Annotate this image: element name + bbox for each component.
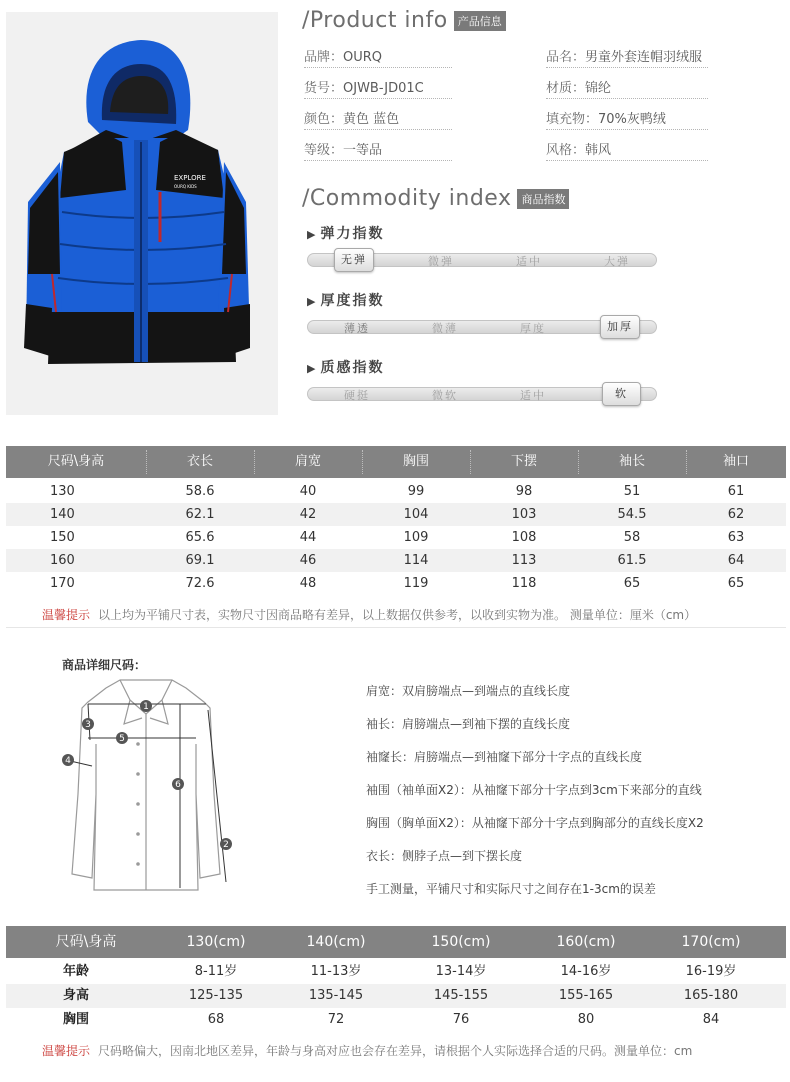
product-info-title-en: /Product info (302, 8, 448, 33)
table-cell: 99 (407, 484, 425, 499)
elasticity-slider (307, 253, 657, 267)
info-filling: 填充物：70%灰鸭绒 (546, 108, 708, 130)
table-cell: 165-180 (683, 988, 739, 1003)
product-info-title (302, 8, 506, 33)
table-cell: 14-16岁 (560, 964, 612, 979)
info-grade: 等级：一等品 (304, 139, 452, 161)
age-table-header-cell: 170(cm) (681, 934, 741, 950)
table-cell: 16-19岁 (685, 964, 737, 979)
table-cell: 51 (623, 484, 641, 499)
thickness-slider (307, 320, 657, 334)
table-cell: 62 (727, 507, 745, 522)
marker-3: 3 (85, 720, 91, 730)
table-cell: 72.6 (185, 576, 215, 591)
table-cell: 65 (727, 576, 745, 591)
table-cell: 62.1 (185, 507, 215, 522)
detail-size-title: 商品详细尺码： (62, 658, 147, 672)
texture-index-label: ▶ 质感指数 (307, 360, 385, 376)
table-row (6, 480, 786, 503)
age-table-header-cell: 160(cm) (556, 934, 616, 950)
texture-option: 硬挺 (344, 389, 370, 402)
size-table-header (6, 446, 786, 478)
table-cell: 72 (327, 1012, 345, 1027)
age-table-header-cell: 尺码\身高 (55, 934, 117, 950)
info-item-number: 货号：OJWB-JD01C (304, 77, 452, 99)
chest-logo-sub: OURQ KIDS (174, 184, 197, 189)
measurement-armhole: 袖窿长：肩膀端点—到袖窿下部分十字点的直线长度 (366, 750, 643, 764)
commodity-index-title (302, 186, 569, 211)
product-info-badge: 产品信息 (454, 11, 506, 31)
texture-selected: 软 (602, 382, 641, 406)
table-cell: 113 (511, 553, 537, 568)
table-cell: 46 (299, 553, 317, 568)
table-cell: 125-135 (188, 988, 244, 1003)
marker-6: 6 (175, 780, 181, 790)
measurement-note: 手工测量，平铺尺寸和实际尺寸之间存在1-3cm的误差 (366, 882, 656, 896)
table-cell: 84 (702, 1012, 720, 1027)
elasticity-option: 大弹 (604, 255, 630, 268)
size-table-header-cell: 袖长 (618, 454, 645, 469)
measurement-sleeve: 袖长：肩膀端点—到袖下摆的直线长度 (366, 717, 571, 731)
size-table-header-cell: 肩宽 (294, 454, 321, 469)
info-color: 颜色：黄色 蓝色 (304, 108, 452, 130)
size-table-header-cell: 下摆 (510, 454, 537, 469)
table-cell: 65 (623, 576, 641, 591)
table-cell: 135-145 (308, 988, 364, 1003)
elasticity-option: 微弹 (428, 255, 454, 268)
table-cell: 109 (403, 530, 429, 545)
texture-option: 适中 (520, 389, 546, 402)
age-table-header (6, 926, 786, 958)
table-cell: 48 (299, 576, 317, 591)
table-cell: 8-11岁 (194, 964, 238, 979)
size-table-header-cell: 尺码\身高 (47, 454, 105, 469)
tip-label: 温馨提示 (42, 1044, 91, 1058)
table-row (6, 984, 786, 1008)
measurement-length: 衣长：侧脖子点—到下摆长度 (366, 849, 523, 863)
texture-slider (307, 387, 657, 401)
triangle-right-icon: ▶ (307, 362, 318, 375)
info-brand: 品牌：OURQ (304, 46, 452, 68)
table-cell: 64 (727, 553, 745, 568)
jacket-image (6, 12, 278, 415)
triangle-right-icon: ▶ (307, 228, 318, 241)
table-cell: 98 (515, 484, 533, 499)
row-label: 身高 (62, 988, 89, 1003)
table-cell: 61 (727, 484, 745, 499)
tip-note-2 (6, 1038, 786, 1064)
chest-logo: EXPLORE (174, 174, 206, 182)
age-table-header-cell: 140(cm) (306, 934, 366, 950)
table-cell: 145-155 (433, 988, 489, 1003)
table-cell: 40 (299, 484, 317, 499)
table-row (6, 1008, 786, 1032)
table-cell: 119 (403, 576, 429, 591)
size-table-header-cell: 袖口 (722, 454, 749, 469)
info-style: 风格：韩风 (546, 139, 708, 161)
thickness-index-label: ▶ 厚度指数 (307, 293, 385, 309)
thickness-selected: 加厚 (600, 315, 640, 339)
age-table-header-cell: 150(cm) (431, 934, 491, 950)
table-row (6, 572, 786, 595)
commodity-index-badge: 商品指数 (517, 189, 569, 209)
marker-1: 1 (143, 702, 149, 712)
tip-text: 尺码略偏大，因南北地区差异，年龄与身高对应也会存在差异，请根据个人实际选择合适的尺码。测量单位：cm (98, 1044, 693, 1058)
table-cell: 61.5 (617, 553, 647, 568)
thickness-option: 薄透 (344, 322, 370, 335)
table-row (6, 960, 786, 984)
measurement-sleeve-width: 袖围（袖单面X2）：从袖窿下部分十字点到3cm下来部分的直线 (366, 783, 702, 797)
table-cell: 140 (50, 507, 75, 522)
texture-option: 微软 (432, 389, 458, 402)
size-table-header-cell: 衣长 (186, 454, 213, 469)
triangle-right-icon: ▶ (307, 295, 318, 308)
measurement-diagram (58, 674, 248, 900)
table-cell: 114 (403, 553, 429, 568)
info-product-name: 品名：男童外套连帽羽绒服 (546, 46, 708, 68)
table-cell: 11-13岁 (310, 964, 362, 979)
tip-note-1 (6, 602, 786, 628)
row-label: 胸围 (62, 1012, 89, 1027)
elasticity-index-label: ▶ 弹力指数 (307, 226, 385, 242)
table-cell: 103 (511, 507, 537, 522)
table-cell: 13-14岁 (435, 964, 487, 979)
info-material: 材质：锦纶 (546, 77, 708, 99)
table-cell: 65.6 (185, 530, 215, 545)
measurement-chest: 胸围（胸单面X2）：从袖窿下部分十字点到胸部分的直线长度X2 (366, 816, 704, 830)
table-cell: 44 (299, 530, 317, 545)
marker-2: 2 (223, 840, 229, 850)
shirt-diagram (58, 674, 248, 896)
table-cell: 76 (452, 1012, 470, 1027)
size-table-header-cell: 胸围 (402, 454, 429, 469)
table-cell: 63 (727, 530, 745, 545)
table-cell: 54.5 (617, 507, 647, 522)
row-label: 年龄 (62, 964, 89, 979)
table-cell: 80 (577, 1012, 595, 1027)
thickness-option: 微薄 (432, 322, 458, 335)
table-row (6, 549, 786, 572)
elasticity-option: 适中 (516, 255, 542, 268)
table-cell: 104 (403, 507, 429, 522)
marker-5: 5 (119, 734, 125, 744)
age-table-header-cell: 130(cm) (186, 934, 246, 950)
marker-4: 4 (65, 756, 71, 766)
product-photo (6, 12, 278, 415)
commodity-index-title-en: /Commodity index (302, 186, 512, 211)
elasticity-selected: 无弹 (334, 248, 374, 272)
table-cell: 130 (50, 484, 75, 499)
table-cell: 68 (207, 1012, 225, 1027)
table-cell: 160 (50, 553, 75, 568)
table-cell: 69.1 (185, 553, 215, 568)
measurement-shoulder: 肩宽：双肩膀端点—到端点的直线长度 (366, 684, 571, 698)
table-cell: 108 (511, 530, 537, 545)
table-cell: 150 (50, 530, 75, 545)
table-cell: 58 (623, 530, 641, 545)
table-row (6, 503, 786, 526)
table-cell: 58.6 (185, 484, 215, 499)
table-row (6, 526, 786, 549)
table-cell: 155-165 (558, 988, 614, 1003)
table-cell: 42 (299, 507, 317, 522)
tip-label: 温馨提示 (42, 608, 91, 622)
thickness-option: 厚度 (520, 322, 546, 335)
table-cell: 118 (511, 576, 537, 591)
tip-text: 以上均为平铺尺寸表，实物尺寸因商品略有差异，以上数据仅供参考，以收到实物为准。 测量单位：厘米（cm） (98, 608, 697, 622)
table-cell: 170 (50, 576, 75, 591)
